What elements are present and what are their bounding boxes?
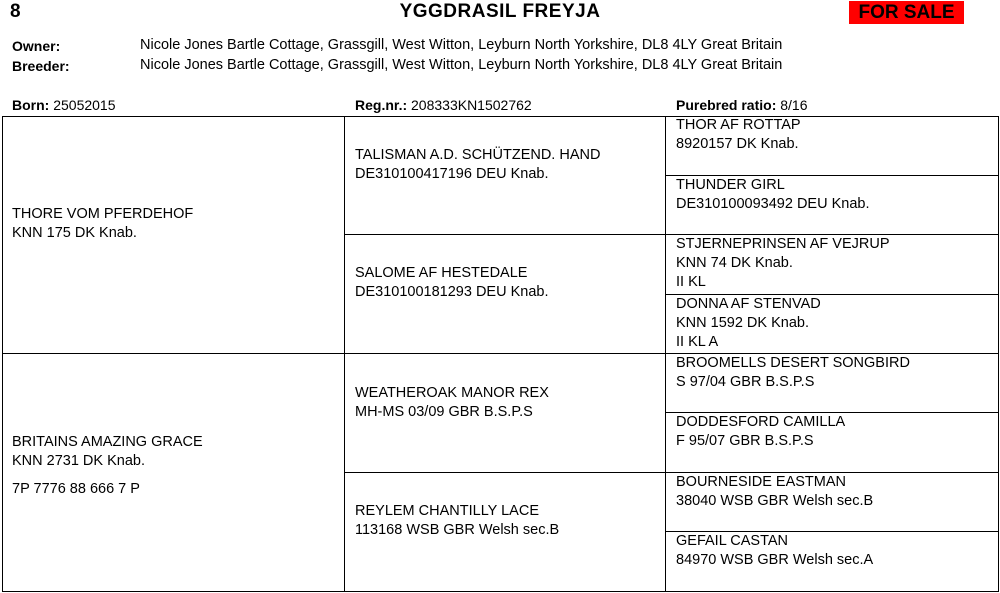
dam-dam-reg: 113168 WSB GBR Welsh sec.B	[355, 522, 560, 538]
reg-label: Reg.nr.:	[355, 97, 408, 113]
dam-sire-name: WEATHEROAK MANOR REX	[355, 385, 549, 401]
sire-cell	[12, 205, 193, 243]
ggp-cell-5	[676, 354, 910, 392]
dam-sire-cell	[355, 384, 549, 422]
ggp-reg: KNN 1592 DK Knab.	[676, 315, 809, 331]
dam-name: BRITAINS AMAZING GRACE	[12, 434, 203, 450]
ggp-name: BROOMELLS DESERT SONGBIRD	[676, 355, 910, 371]
sire-dam-cell	[355, 264, 548, 302]
sire-dam-reg: DE310100181293 DEU Knab.	[355, 284, 549, 300]
ggp-name: DONNA AF STENVAD	[676, 296, 821, 312]
sire-reg: KNN 175 DK Knab.	[12, 225, 137, 241]
grid-bottom-line	[2, 591, 999, 592]
sire-sire-name: TALISMAN A.D. SCHÜTZEND. HAND	[355, 147, 601, 163]
ggp-name: GEFAIL CASTAN	[676, 533, 788, 549]
sire-name: THORE VOM PFERDEHOF	[12, 206, 194, 222]
breeder-value: Nicole Jones Bartle Cottage, Grassgill, West Witton, Leyburn North Yorkshire, DL8 4LY Great Britain	[140, 57, 783, 73]
ggp-note: II KL A	[676, 334, 719, 350]
grid-right-line	[998, 116, 999, 592]
ggp-cell-2	[676, 176, 869, 214]
owner-label: Owner:	[12, 38, 61, 54]
dam-extra: 7P 7776 88 666 7 P	[12, 481, 140, 497]
grid-left-line	[2, 116, 3, 592]
grid-q1-line	[344, 234, 999, 235]
ggp-name: DODDESFORD CAMILLA	[676, 414, 846, 430]
ggp-cell-7	[676, 473, 873, 511]
owner-value: Nicole Jones Bartle Cottage, Grassgill, West Witton, Leyburn North Yorkshire, DL8 4LY Great Britain	[140, 37, 783, 53]
born-label: Born:	[12, 97, 50, 113]
ggp-reg: KNN 74 DK Knab.	[676, 255, 793, 271]
reg-value: 208333KN1502762	[411, 97, 532, 113]
born-field	[12, 97, 116, 113]
ggp-note: II KL	[676, 274, 706, 290]
ggp-reg: DE310100093492 DEU Knab.	[676, 196, 870, 212]
dam-reg: KNN 2731 DK Knab.	[12, 453, 145, 469]
ggp-cell-1	[676, 116, 801, 154]
ggp-cell-8	[676, 532, 873, 570]
ggp-cell-4	[676, 295, 821, 352]
dam-dam-cell	[355, 502, 559, 540]
ggp-reg: S 97/04 GBR B.S.P.S	[676, 374, 815, 390]
sire-dam-name: SALOME AF HESTEDALE	[355, 265, 528, 281]
grid-col1-line	[344, 116, 345, 592]
purebred-field	[676, 97, 808, 113]
dam-cell	[12, 433, 203, 499]
grid-q3-line	[344, 472, 999, 473]
ggp-reg: 38040 WSB GBR Welsh sec.B	[676, 493, 874, 509]
ggp-cell-3	[676, 235, 890, 292]
ggp-reg: 84970 WSB GBR Welsh sec.A	[676, 552, 874, 568]
for-sale-badge: FOR SALE	[849, 1, 964, 24]
reg-field	[355, 97, 532, 113]
purebred-label: Purebred ratio:	[676, 97, 777, 113]
grid-col2-line	[665, 116, 666, 592]
ggp-cell-6	[676, 413, 845, 451]
ggp-reg: 8920157 DK Knab.	[676, 136, 799, 152]
dam-sire-reg: MH-MS 03/09 GBR B.S.P.S	[355, 404, 533, 420]
born-value: 25052015	[53, 97, 116, 113]
ggp-name: BOURNESIDE EASTMAN	[676, 474, 846, 490]
breeder-label: Breeder:	[12, 58, 70, 74]
horse-title: YGGDRASIL FREYJA	[399, 1, 601, 22]
catalog-number: 8	[10, 1, 21, 22]
ggp-name: STJERNEPRINSEN AF VEJRUP	[676, 236, 890, 252]
grid-top-line	[2, 116, 999, 117]
purebred-value: 8/16	[780, 97, 808, 113]
dam-dam-name: REYLEM CHANTILLY LACE	[355, 503, 539, 519]
ggp-reg: F 95/07 GBR B.S.P.S	[676, 433, 814, 449]
sire-sire-reg: DE310100417196 DEU Knab.	[355, 166, 549, 182]
ggp-name: THUNDER GIRL	[676, 177, 785, 193]
sire-sire-cell	[355, 146, 600, 184]
ggp-name: THOR AF ROTTAP	[676, 117, 801, 133]
